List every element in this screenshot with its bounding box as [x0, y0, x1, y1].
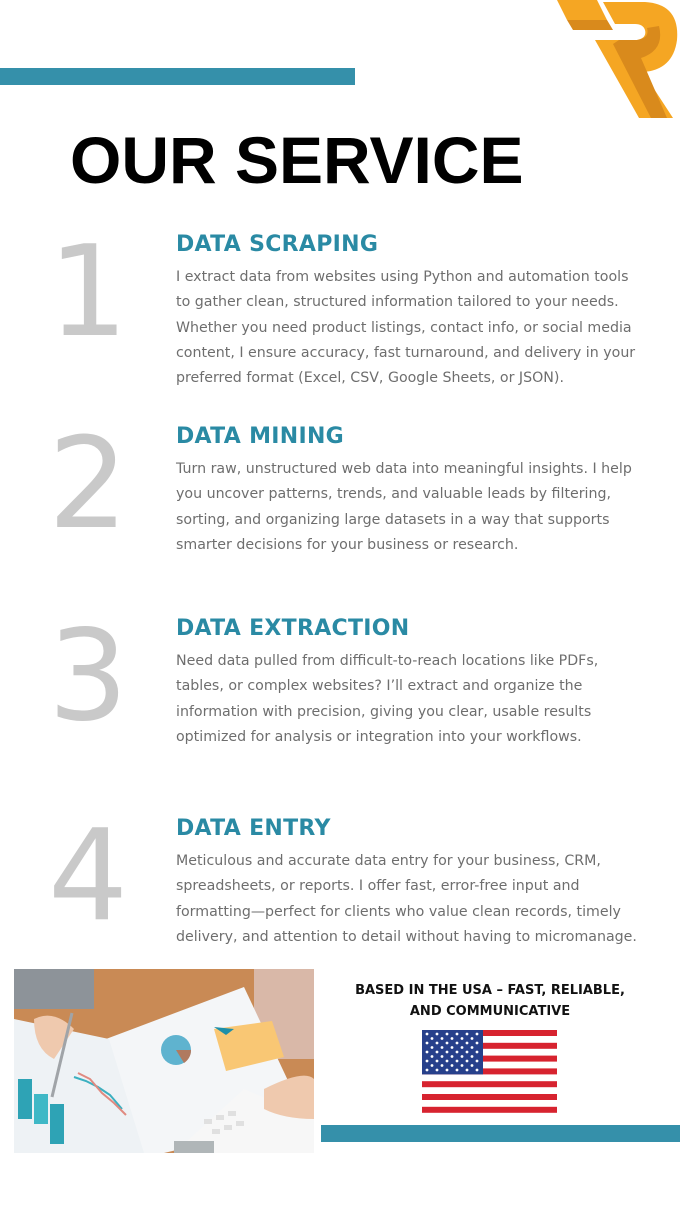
service-description: Turn raw, unstructured web data into meaningful insights. I help you uncover patterns, trends, and valuable leads by filtering, sorting, and organizing large datasets in a way that supports smarter decisions for your business or research. [176, 461, 632, 553]
service-number: 2 [48, 410, 129, 557]
service-title: DATA MINING [176, 424, 345, 449]
top-accent-bar [0, 68, 355, 85]
page-title: OUR SERVICE [70, 123, 524, 197]
service-number: 4 [48, 802, 129, 949]
location-statement [330, 980, 650, 1022]
location-line-1: BASED IN THE USA – FAST, RELIABLE, [355, 983, 625, 998]
service-title: DATA ENTRY [176, 816, 331, 841]
service-description: Need data pulled from difficult-to-reach locations like PDFs, tables, or complex websites? I’ll extract and organize the information with precision, giving you clear, usable results optimized for analysis or integration into your workflows. [176, 653, 599, 745]
service-number: 3 [48, 602, 129, 749]
usa-flag-icon [422, 1030, 557, 1113]
data-analysis-photo [14, 969, 314, 1153]
service-description: I extract data from websites using Python and automation tools to gather clean, structured information tailored to your needs. Whether you need product listings, contact info, or social media content, I ensure accuracy, fast turnaround, and delivery in your preferred format (Excel, CSV, Google Sheets, or JSON). [176, 269, 636, 387]
service-number: 1 [48, 218, 129, 365]
bottom-accent-bar [321, 1125, 680, 1142]
service-title: DATA SCRAPING [176, 232, 379, 257]
r-brand-logo-icon [555, 0, 680, 120]
service-title: DATA EXTRACTION [176, 616, 410, 641]
service-description: Meticulous and accurate data entry for your business, CRM, spreadsheets, or reports. I offer fast, error-free input and formatting—perfect for clients who value clean records, timely delivery, and attention to detail without having to micromanage. [176, 853, 637, 945]
location-line-2: AND COMMUNICATIVE [409, 1004, 571, 1019]
